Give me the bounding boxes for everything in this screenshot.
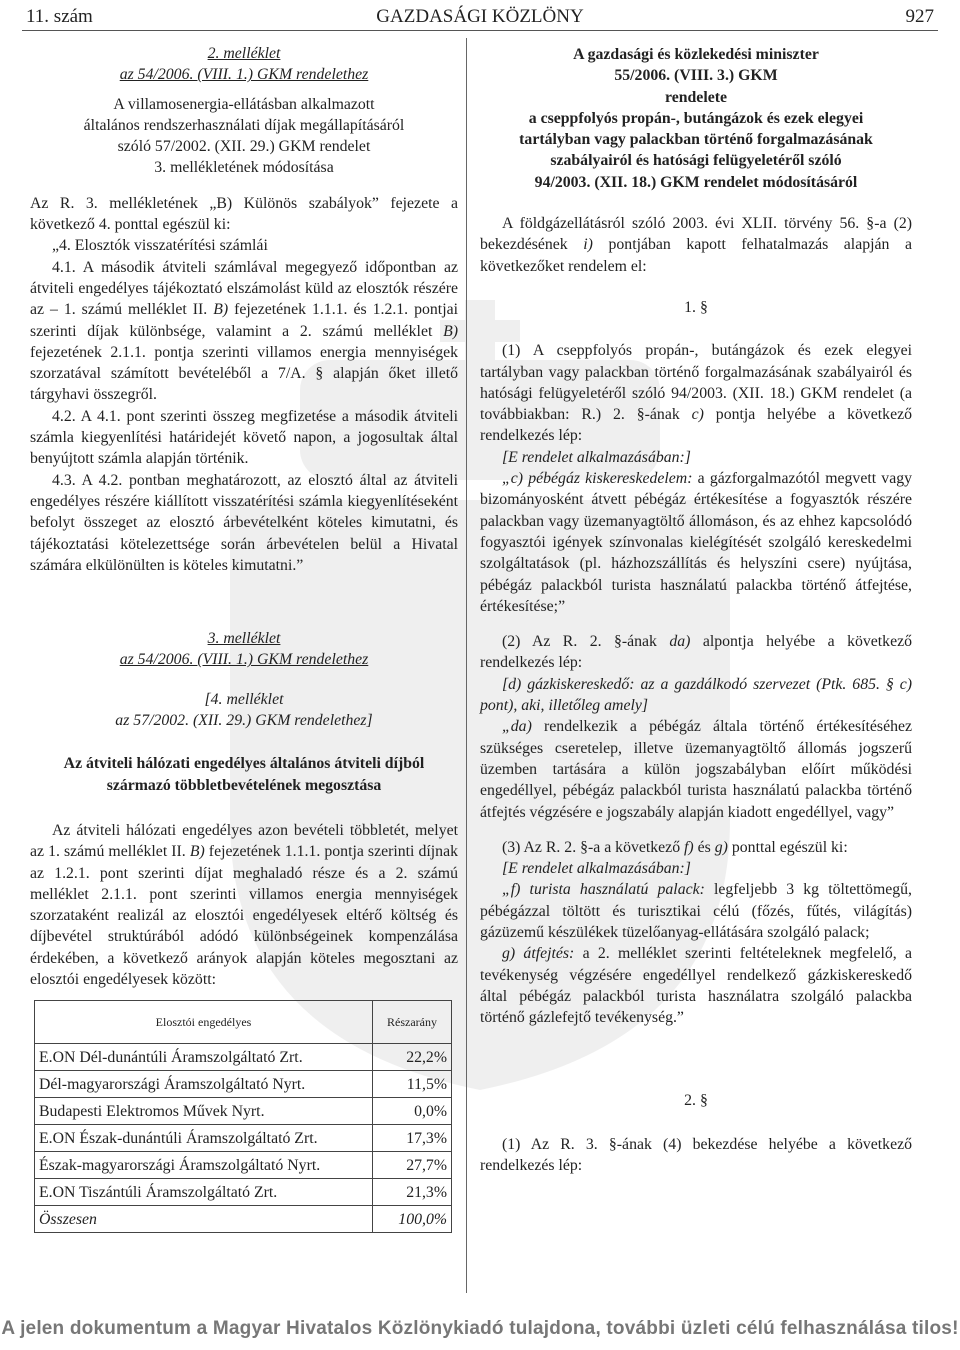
journal-title: GAZDASÁGI KÖZLÖNY: [376, 6, 584, 27]
annex2-reference: 2. melléklet az 54/2006. (VIII. 1.) GKM rendelethez: [119, 45, 369, 84]
table-total-row: Összesen 100,0%: [35, 1206, 452, 1233]
paragraph: 4.1. A második átviteli számlával megegyező időpontban az átviteli engedélyes tájékoztató elszámolást küld az elosztók részére az – 1. számú melléklet II. B) fejezetének 1.1.1. és 1.2.1. pontjai szerinti díjak különbsége, valamint a 2. számú melléklet B) fejezetének 2.1.1. pontja szerinti villamos energia mennyiségek szorzatával számított bevételéből a 7/A. § alapján őket illető tárgyhavi összegről.: [30, 258, 458, 404]
bracket-note: [d) gázkiskereskedő: az a gazdálkodó szervezet (Ptk. 685. § c) pont), aki, illetőleg amely]: [480, 675, 912, 715]
section-heading: 1. §: [684, 298, 708, 316]
paragraph: g) átfejtés: a 2. melléklet szerinti feltételeknek megfelelő, a tevékenység végzésére engedéllyel rendelkező gázkiskereskedő által pébégáz palackból turista használatra szolgáló palackba történő gázlefejtő tevékenység.”: [480, 945, 912, 1027]
section-heading: 2. §: [684, 1092, 708, 1110]
paragraph: „4. Elosztók visszatérítési számlái: [52, 237, 268, 255]
paragraph: (2) Az R. 2. §-ának da) alpontja helyébe a következő rendelkezés lép:: [480, 633, 912, 672]
table-row: E.ON Észak-dunántúli Áramszolgáltató Zrt. 17,3%: [35, 1125, 452, 1152]
table-row: Dél-magyarországi Áramszolgáltató Nyrt. 11,5%: [35, 1071, 452, 1098]
paragraph: „f) turista használatú palack: legfeljebb 3 kg töltettömegű, pébégázzal töltött és turisztikai célú (főzés, fűtés, világítás) gázüzemű készülékek tüzelőanyag-ellátására szolgáló palack;: [480, 881, 912, 941]
right-column: [480, 40, 912, 1176]
paragraph: (3) Az R. 2. §-a a következő f) és g) ponttal egészül ki:: [502, 838, 848, 856]
paragraph: „da) rendelkezik a pébégáz általa történő értékesítéséhez szükséges cseretelep, illetve üzemanyagtöltő állomás jogszerű üzemben tartására a külön jogszabályban előírt működési engedéllyel, pébégáz palackból turista használatú palackba történő átfejtés végzésére e jogszabály alapján kiadott engedéllyel, vagy”: [480, 718, 912, 821]
distribution-table: [34, 1000, 452, 1233]
paragraph: (1) A cseppfolyós propán-, butángázok és ezek elegyei tartályban vagy palackban történő forgalmazásának szabályairól és hatósági felügyeletéről szóló 94/2003. (XII. 18.) GKM rendelet (a továbbiakban: R.) 2. §-ának c) pontja helyébe a következő rendelkezés lép:: [480, 342, 912, 445]
table-row: Észak-magyarországi Áramszolgáltató Nyrt. 27,7%: [35, 1152, 452, 1179]
bracket-note: [E rendelet alkalmazásában:]: [502, 860, 691, 878]
decree-title: A gazdasági és közlekedési miniszter 55/2006. (VIII. 3.) GKM rendelete a cseppfolyós propán-, butángázok és ezek elegyei tartályban vagy palackban történő forgalmazásának szabályairól és hatósági felügyeletéről szóló 94/2003. (XII. 18.) GKM rendelet módosításáról: [519, 46, 873, 191]
annex3-reference: 3. melléklet az 54/2006. (VIII. 1.) GKM rendelethez: [119, 630, 369, 669]
table-header: Elosztói engedélyes: [35, 1001, 373, 1044]
table-row: E.ON Dél-dunántúli Áramszolgáltató Zrt. 22,2%: [35, 1044, 452, 1071]
page-number: 927: [905, 6, 934, 27]
table-row: Budapesti Elektromos Művek Nyrt. 0,0%: [35, 1098, 452, 1125]
left-column: [30, 40, 458, 1233]
paragraph: „c) pébégáz kiskereskedelem: a gázforgalmazótól megvett vagy bizományosként átvett pébégáz értékesítése a fogyasztók részére palackban vagy üzemanyagtöltő állomáson, és az ehhez kapcsolódó fogyasztói igények színvonalas kielégítését szolgáló kereskedelmi szolgáltatások (pl. házhozszállítás és helyszíni csere) nyújtása, pébégáz palackból turista használatú palackba történő átfejtése, értékesítése;”: [480, 470, 913, 615]
paragraph: (1) Az R. 3. §-ának (4) bekezdése helyébe a következő rendelkezés lép:: [480, 1135, 912, 1175]
table-row: E.ON Tiszántúli Áramszolgáltató Zrt. 21,3%: [35, 1179, 452, 1206]
issue-number: 11. szám: [26, 6, 93, 27]
copyright-footer: A jelen dokumentum a Magyar Hivatalos Közlönykiadó tulajdona, további üzleti célú felhasználása tilos!: [1, 1318, 959, 1339]
bracket-note: [E rendelet alkalmazásában:]: [502, 448, 691, 466]
paragraph: 4.2. A 4.1. pont szerinti összeg megfizetése a második átviteli számla kiegyenlítési határidejét követő napon, a jogosultak által benyújtott számla alapján történik.: [30, 407, 458, 468]
paragraph: 4.3. A 4.2. pontban meghatározott, az elosztó által az átviteli engedélyes részére kiállított visszatérítési számla kiegyenlítéseként befolyt összeget az elosztó árbevételként köteles kimutatni, és tájékoztatási kötelezettsége során árbevételen belül a Hivatal számára elkülönülten is köteles kimutatni.”: [30, 471, 458, 574]
table-header-row: [35, 1001, 452, 1044]
page-header: [22, 4, 938, 31]
annex2-title: A villamosenergia-ellátásban alkalmazott általános rendszerhasználati díjak megállapításáról szóló 57/2002. (XII. 29.) GKM rendelet 3. mellékletének módosítása: [83, 95, 405, 177]
column-divider: [466, 38, 467, 1293]
annex4-reference: [4. melléklet az 57/2002. (XII. 29.) GKM rendelethez]: [115, 690, 373, 730]
paragraph: A földgázellátásról szóló 2003. évi XLII. törvény 56. §-a (2) bekezdésének i) pontjában kapott felhatalmazás alapján a következőket rendelem el:: [480, 215, 912, 275]
annex3-title: Az átviteli hálózati engedélyes általános átviteli díjból származó többletbevételének megosztása: [63, 755, 425, 794]
paragraph: Az átviteli hálózati engedélyes azon bevételi többletét, melyet az 1. számú melléklet II. B) fejezetének 1.1.1. pontja szerinti díjnak az 1.2.1. pont szerinti díjat meghaladó része és a 2. számú melléklet 2.1.1. pont szerinti villamos energia mennyiségek szorzataként realizál az elosztói engedélyesek eltérő költség és díjbevétel struktúrából adódó különbségeinek kompenzálása érdekében, a következő arányok alapján köteles megosztani az elosztói engedélyesek között:: [30, 821, 458, 988]
table-header: Részarány: [373, 1001, 452, 1044]
paragraph: Az R. 3. mellékletének „B) Különös szabályok” fejezete a következő 4. ponttal egészül ki:: [30, 194, 458, 234]
